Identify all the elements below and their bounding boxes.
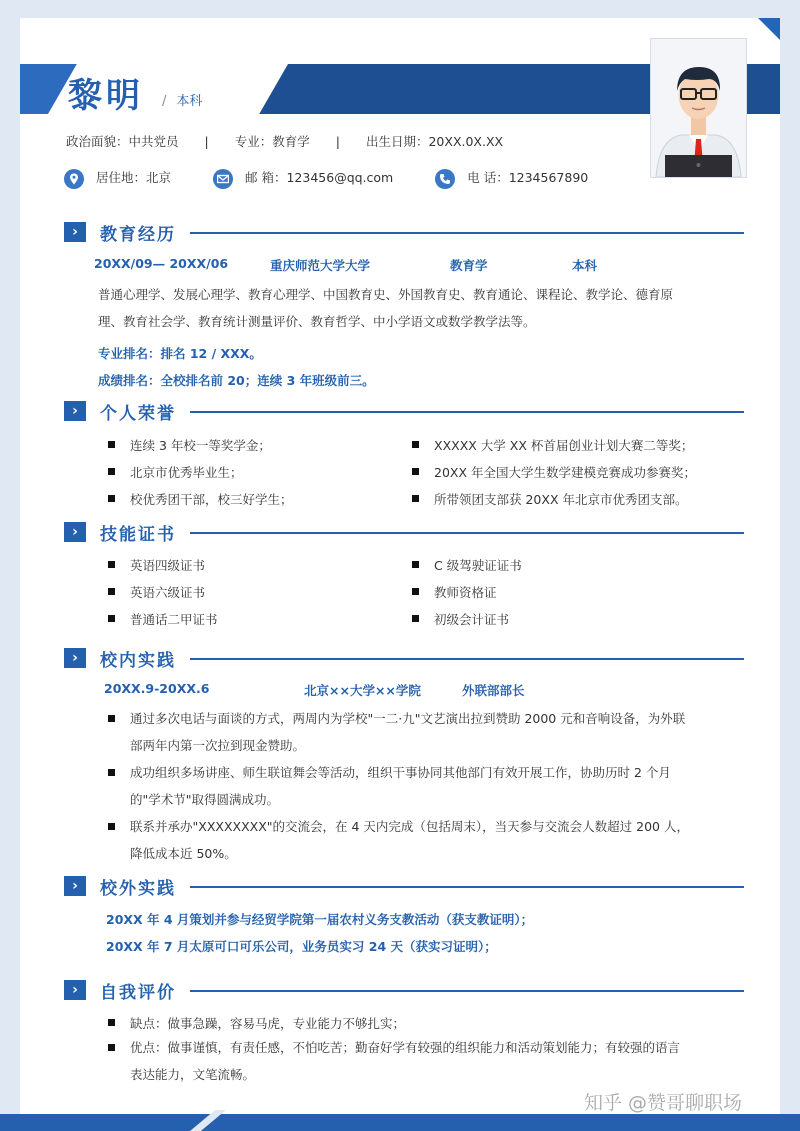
watermark: 知乎 @赞哥聊职场 [584, 1092, 743, 1114]
campus-item-line: 成功组织多场讲座、师生联谊舞会等活动，组织干事协同其他部门有效开展工作，协助历时 2 个月 [130, 765, 671, 780]
section-campus [64, 646, 744, 670]
honor-item: 北京市优秀毕业生； [108, 463, 243, 481]
section-education [64, 220, 744, 244]
degree-value: 本科 [176, 94, 203, 109]
external-item: 20XX 年 7 月太原可口可乐公司，业务员实习 24 天（获实习证明）； [106, 939, 497, 954]
section-title: 个人荣誉 [100, 404, 176, 424]
section-title: 教育经历 [100, 225, 176, 245]
degree-separator: / [162, 94, 167, 109]
section-honors [64, 399, 744, 423]
avatar-illustration [651, 39, 746, 177]
self-eval-line: 表达能力，文笔流畅。 [130, 1067, 256, 1082]
chevron-right-icon: › [64, 876, 86, 896]
political-status: 政治面貌：中共党员 [66, 134, 179, 149]
campus-item-line: 的"学术节"取得圆满成功。 [130, 792, 279, 807]
section-external [64, 874, 744, 898]
section-rule [190, 886, 744, 888]
honor-item: XXXXX 大学 XX 杯首届创业计划大赛二等奖； [412, 436, 693, 454]
honor-item: 所带领团支部获 20XX 年北京市优秀团支部。 [412, 490, 687, 508]
section-title: 校外实践 [100, 879, 176, 899]
edu-courses-line: 普通心理学、发展心理学、教育心理学、中国教育史、外国教育史、教育通论、课程论、教学论、德育原 [98, 287, 674, 302]
location-pin-icon [64, 169, 84, 189]
section-rule [190, 658, 744, 660]
edu-major: 教育学 [450, 258, 488, 273]
campus-item [108, 813, 750, 867]
section-title: 自我评价 [100, 983, 176, 1003]
section-title: 校内实践 [100, 651, 176, 671]
campus-item [108, 705, 750, 759]
profile-photo [650, 38, 747, 178]
campus-item-line: 部两年内第一次拉到现金赞助。 [130, 738, 306, 753]
divider: | [204, 134, 209, 149]
external-item: 20XX 年 4 月策划并参与经贸学院第一届农村义务支教活动（获支教证明）； [106, 912, 534, 927]
phone-icon [435, 169, 455, 189]
chevron-right-icon: › [64, 522, 86, 542]
campus-item-line: 联系并承办"XXXXXXXX"的交流会，在 4 天内完成（包括周末），当天参与交流会人数超过 200 人， [130, 819, 689, 834]
phone-text: 电 话：1234567890 [467, 170, 589, 185]
edu-grade-rank: 成绩排名：全校排名前 20；连续 3 年班级前三。 [98, 373, 375, 388]
candidate-name: 黎明 [68, 76, 144, 116]
degree-label [162, 90, 202, 109]
chevron-right-icon: › [64, 222, 86, 242]
footer-bar [0, 1114, 800, 1131]
bullet-icon [108, 715, 115, 722]
campus-period: 20XX.9-20XX.6 [104, 681, 210, 696]
edu-courses [98, 281, 738, 335]
campus-org: 北京××大学××学院 [304, 683, 421, 698]
self-eval-item: 缺点：做事急躁，容易马虎，专业能力不够扎实； [108, 1014, 405, 1032]
campus-item [108, 759, 750, 813]
skill-item: C 级驾驶证证书 [412, 556, 522, 574]
phone-item [435, 168, 588, 189]
birth-date: 出生日期：20XX.0X.XX [365, 134, 504, 149]
honor-item: 连续 3 年校一等奖学金； [108, 436, 271, 454]
edu-school: 重庆师范大学大学 [270, 258, 371, 273]
corner-accent [758, 18, 780, 40]
info-row-contact [64, 168, 626, 189]
section-title: 技能证书 [100, 525, 176, 545]
edu-courses-line: 理、教育社会学、教育统计测量评价、教育哲学、中小学语文或数学教学法等。 [98, 314, 536, 329]
edu-period: 20XX/09— 20XX/06 [94, 256, 229, 271]
skill-item: 普通话二甲证书 [108, 610, 218, 628]
honor-item: 校优秀团干部，校三好学生； [108, 490, 293, 508]
email-text: 邮 箱：123456@qq.com [245, 170, 394, 185]
email-item [213, 168, 393, 189]
skill-item: 英语六级证书 [108, 583, 205, 601]
section-rule [190, 232, 744, 234]
section-rule [190, 532, 744, 534]
section-self-eval [64, 978, 744, 1002]
bullet-icon [108, 823, 115, 830]
section-rule [190, 990, 744, 992]
mail-icon [213, 169, 233, 189]
edu-degree: 本科 [572, 258, 598, 273]
skill-item: 初级会计证书 [412, 610, 509, 628]
info-row-basic [66, 132, 509, 150]
chevron-right-icon: › [64, 648, 86, 668]
residence-text: 居住地：北京 [96, 170, 172, 185]
bullet-icon [108, 769, 115, 776]
resume-page [20, 18, 780, 1114]
self-eval-item [108, 1034, 750, 1088]
skill-item: 教师资格证 [412, 583, 497, 601]
section-skills [64, 520, 744, 544]
residence-item [64, 168, 171, 189]
honor-item: 20XX 年全国大学生数学建模竞赛成功参赛奖； [412, 463, 696, 481]
campus-item-line: 通过多次电话与面谈的方式，两周内为学校"一二·九"文艺演出拉到赞助 2000 元和音响设备，为外联 [130, 711, 686, 726]
section-rule [190, 411, 744, 413]
campus-role: 外联部部长 [462, 683, 525, 698]
skill-item: 英语四级证书 [108, 556, 205, 574]
bullet-icon [108, 1044, 115, 1051]
chevron-right-icon: › [64, 401, 86, 421]
chevron-right-icon: › [64, 980, 86, 1000]
major-info: 专业：教育学 [234, 134, 310, 149]
self-eval-line: 优点：做事谨慎，有责任感，不怕吃苦；勤奋好学有较强的组织能力和活动策划能力；有较强的语言 [130, 1040, 681, 1055]
edu-major-rank: 专业排名：排名 12 / XXX。 [98, 346, 262, 361]
divider: | [335, 134, 340, 149]
campus-item-line: 降低成本近 50%。 [130, 846, 237, 861]
